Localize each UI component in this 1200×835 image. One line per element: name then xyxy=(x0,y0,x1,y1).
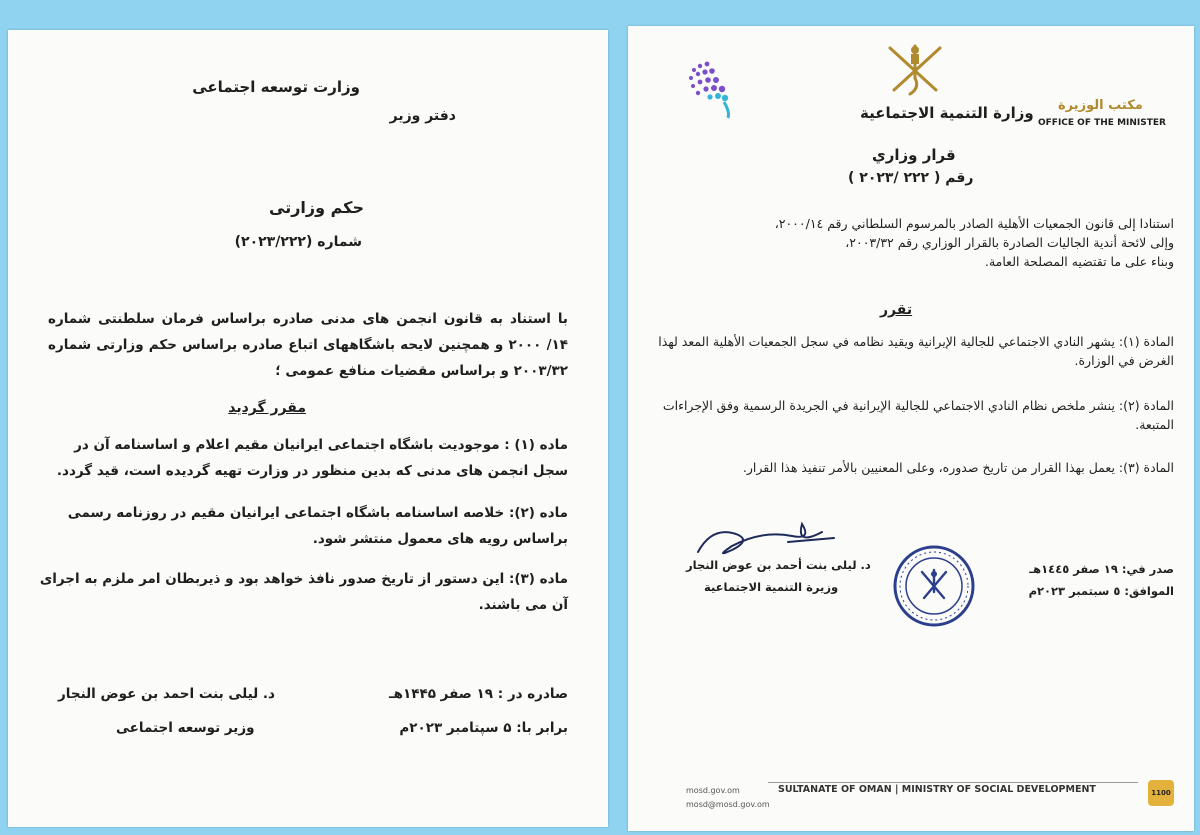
gregorian-date: الموافق: ٥ سبتمبر ٢٠٢٣م xyxy=(1028,584,1174,598)
office-of-minister-arabic: مكتب الوزيرة xyxy=(1058,98,1143,113)
decision-number: رقم ( ٢٢٢ /٢٠٢٣ ) xyxy=(848,170,974,186)
article-2: ماده (۲): خلاصه اساسنامه باشگاه اجتماعی ایرانیان مقیم در روزنامه رسمی براساس رویه های معمول منتشر شود. xyxy=(67,505,568,547)
persian-translation-page xyxy=(8,30,608,827)
decides-heading: تقرر xyxy=(880,302,913,318)
letterhead-footer xyxy=(628,774,1194,814)
office-of-minister-english: OFFICE OF THE MINISTER xyxy=(1038,118,1166,128)
article-3: ماده (۳): این دستور از تاریخ صدور نافذ خواهد بود و ذیربطان امر ملزم به اجرای آن می باشند. xyxy=(39,571,568,613)
gregorian-date: برابر با: ۵ سپتامبر ۲۰۲۳م xyxy=(399,720,568,736)
oman-national-emblem xyxy=(880,38,950,98)
arabic-original-page xyxy=(628,26,1194,831)
ministry-logo-text: وزارة التنمية الاجتماعية xyxy=(860,104,1034,122)
signatory-name: د. لیلی بنت احمد بن عوض النجار xyxy=(58,686,275,702)
office-of-minister: دفتر وزیر xyxy=(389,108,456,124)
article-1: المادة (١): يشهر النادي الاجتماعي للجالية الإيرانية ويقيد نظامه في سجل الجمعيات الأهلية المعد لهذا الغرض في الوزارة. xyxy=(658,334,1174,368)
issue-date: صادره در : ۱۹ صفر ۱۴۴۵هـ xyxy=(389,686,568,702)
article-3: المادة (٣): يعمل بهذا القرار من تاريخ صدوره، وعلى المعنيين بالأمر تنفيذ هذا القرار. xyxy=(742,460,1174,475)
ministry-name: وزارت توسعه اجتماعی xyxy=(192,78,360,96)
signatory-name: د. ليلى بنت أحمد بن عوض النجار xyxy=(686,558,871,572)
signatory-title: وزيرة التنمية الاجتماعية xyxy=(704,580,839,594)
article-2: المادة (٢): ينشر ملخص نظام النادي الاجتماعي للجالية الإيرانية في الجريدة الرسمية وفق الإجراءات المتبعة. xyxy=(662,398,1174,432)
footer-divider xyxy=(768,782,1138,783)
preamble-line: استنادا إلى قانون الجمعيات الأهلية الصادر بالمرسوم السلطاني رقم ٢٠٠٠/١٤، xyxy=(774,216,1174,231)
preamble-line: وبناء على ما تقتضيه المصلحة العامة. xyxy=(985,254,1174,269)
preamble-line: وإلى لائحة أندية الجاليات الصادرة بالقرار الوزاري رقم ٢٠٠٣/٣٢، xyxy=(845,235,1174,250)
decision-title: قرار وزاري xyxy=(872,146,956,164)
footer-organization: SULTANATE OF OMAN | MINISTRY OF SOCIAL DEVELOPMENT xyxy=(778,784,1096,795)
hotline-badge-icon: 1100 xyxy=(1148,780,1174,806)
decree-number: شماره (۲۰۲۳/۲۲۲) xyxy=(234,234,362,250)
oman-vision-logo xyxy=(678,56,760,120)
signatory-title: وزیر توسعه اجتماعی xyxy=(116,720,255,736)
decree-preamble: با استناد به قانون انجمن های مدنی صادره براساس فرمان سلطنتی شماره ۱۴/ ۲۰۰۰ و همچنین لایحه باشگاههای اتباع صادره براساس حکم وزارتی شماره ۲۰۰۳/۳۲ و براساس مقضیات منافع عمومی ؛ xyxy=(48,311,568,379)
footer-email: mosd@mosd.gov.om xyxy=(686,800,770,809)
decree-title: حکم وزارتی xyxy=(269,198,364,217)
decided-heading: مقرر گردید xyxy=(228,400,306,416)
issue-date: صدر في: ١٩ صفر ١٤٤٥هـ xyxy=(1029,562,1174,576)
decision-preamble xyxy=(648,214,1174,271)
article-1: ماده (۱) : موجودیت باشگاه اجتماعی ایرانیان مقیم اعلام و اساسنامه آن در سجل انجمن های مدنی که بدین منظور در وزارت تهیه گردیده است، قید گردد. xyxy=(56,437,568,479)
footer-website: mosd.gov.om xyxy=(686,786,740,795)
official-seal xyxy=(892,544,976,628)
